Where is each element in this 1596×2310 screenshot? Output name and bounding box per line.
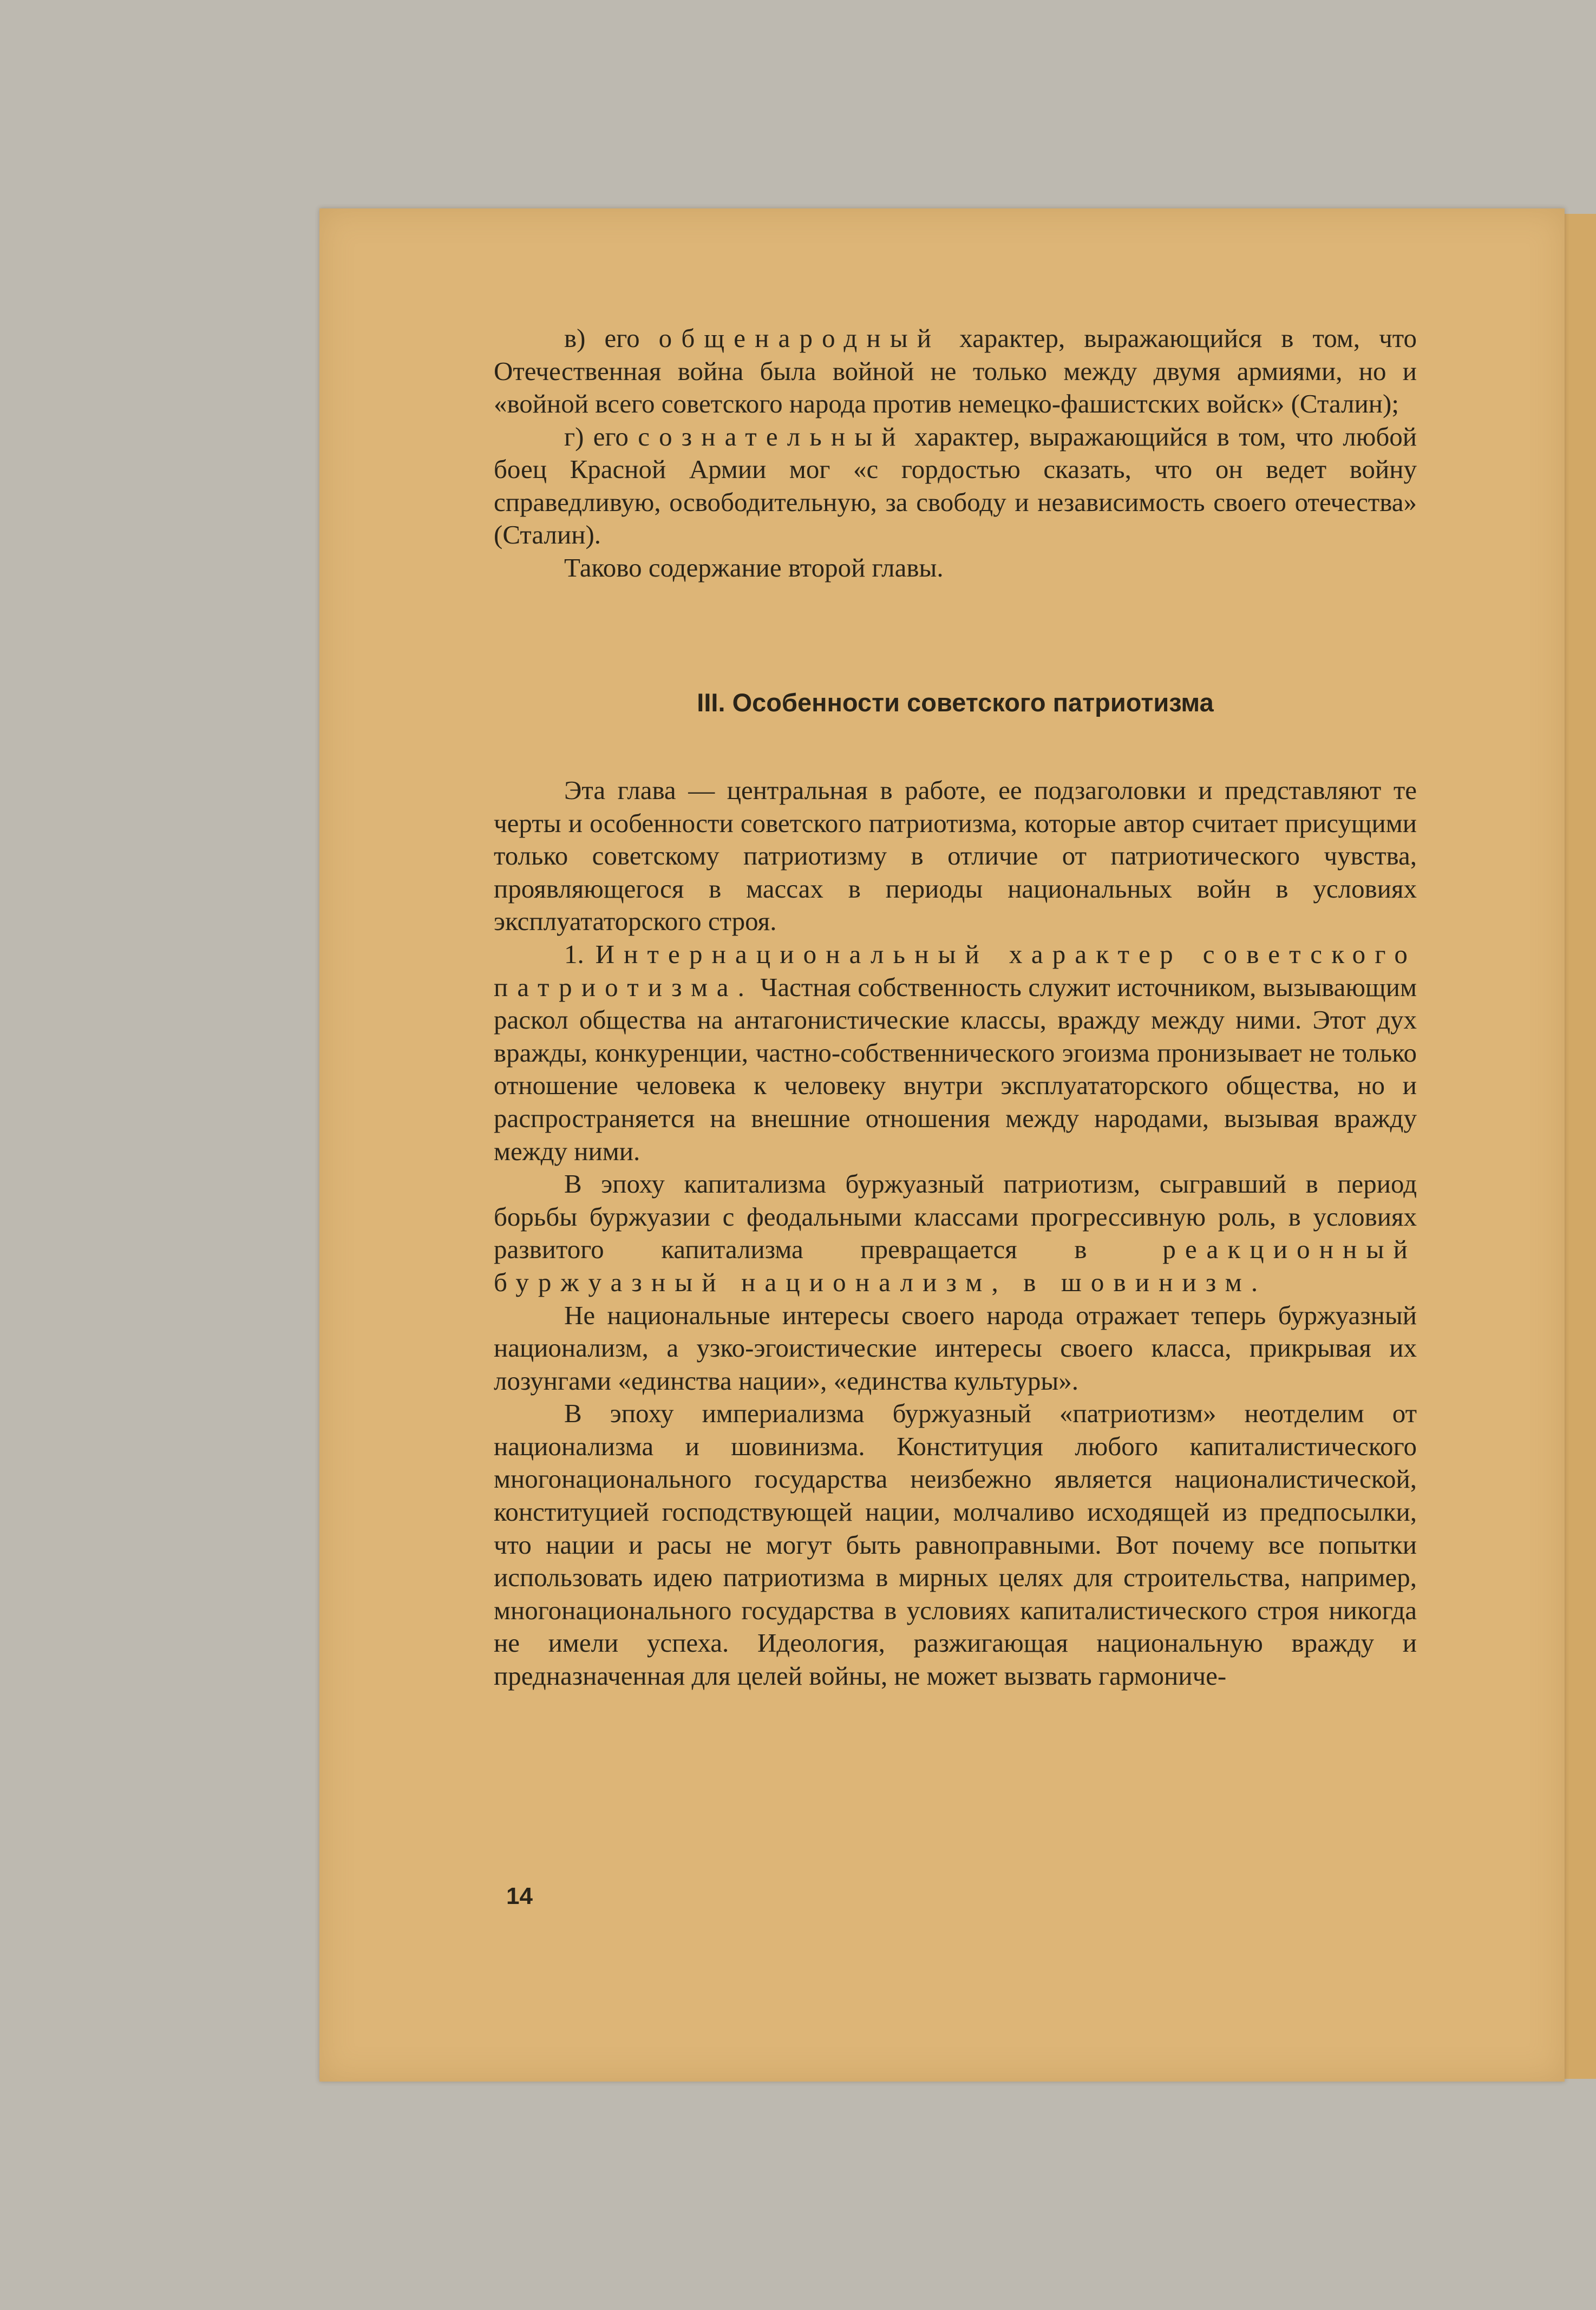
paragraph-2: 1. Интернациональный характер советского патриотизма. Частная собственность служит источником, вызывающим раскол общества на антагонистические классы, вражду между ними. Этот дух вражды, конкуренции, частно-собственнического эгоизма пронизывает не только отношение человека к человеку внутри эксплуататорского общества, но и распространяется на внешние отношения между народами, вызывая вражду между ними. (494, 939, 1417, 1166)
paragraph-3: В эпоху капитализма буржуазный патриотизм, сыгравший в период борьбы буржуазии с феодальными классами прогрессивную роль, в условиях развитого капитализма превращается в реакционный буржуазный национализм, в шовинизм. (494, 1169, 1417, 1297)
section-heading: III. Особенности советского патриотизма (697, 688, 1214, 717)
adjacent-page-edge (1559, 214, 1596, 2079)
chapter-summary: Таково содержание второй главы. (564, 552, 944, 583)
spaced-term: в реакционный буржуазный национализм, в шовинизм. (494, 1234, 1417, 1297)
paragraph-1: Эта глава — центральная в работе, ее подзаголовки и представляют те черты и особенности советского патриотизма, которые автор считает присущими только советскому патриотизму в отличие от патриотического чувства, проявляющегося в массах в периоды национальных войн в условиях эксплуататорского строя. (494, 775, 1417, 937)
spaced-term: Интернациональный характер советского патриотизма. (494, 939, 1417, 1002)
paragraph-b: в) его общенародный характер, выражающийся в том, что Отечественная война была войной не только между двумя армиями, но и «войной всего советского народа против немецко-фашистских войск» (Сталин); (494, 323, 1417, 418)
spaced-term: общенародный (658, 323, 941, 353)
intro-text (494, 322, 1417, 584)
section-body (494, 774, 1417, 1693)
spaced-term: сознательный (638, 421, 905, 451)
paragraph-4: Не национальные интересы своего народа отражает теперь буржуазный национализм, а узко-эгоистические интересы своего класса, прикрывая их лозунгами «единства нации», «единства культуры». (494, 1300, 1417, 1396)
paragraph-5: В эпоху империализма буржуазный «патриотизм» неотделим от национализма и шовинизма. Конституция любого капиталистического многонационального государства неизбежно является националистической, конституцией господствующей нации, молчаливо исходящей из предпосылки, что нации и расы не могут быть равноправными. Вот почему все попытки использовать идею патриотизма в мирных целях для строительства, например, многонационального государства в условиях капиталистического строя никогда не имели успеха. Идеология, разжигающая национальную вражду и предназначенная для целей войны, не может вызвать гармониче- (494, 1398, 1417, 1691)
page-number: 14 (506, 1883, 533, 1909)
paragraph-g: г) его сознательный характер, выражающийся в том, что любой боец Красной Армии мог «с гордостью сказать, что он ведет войну справедливую, освободительную, за свободу и независимость своего отечества» (Сталин). (494, 421, 1417, 549)
